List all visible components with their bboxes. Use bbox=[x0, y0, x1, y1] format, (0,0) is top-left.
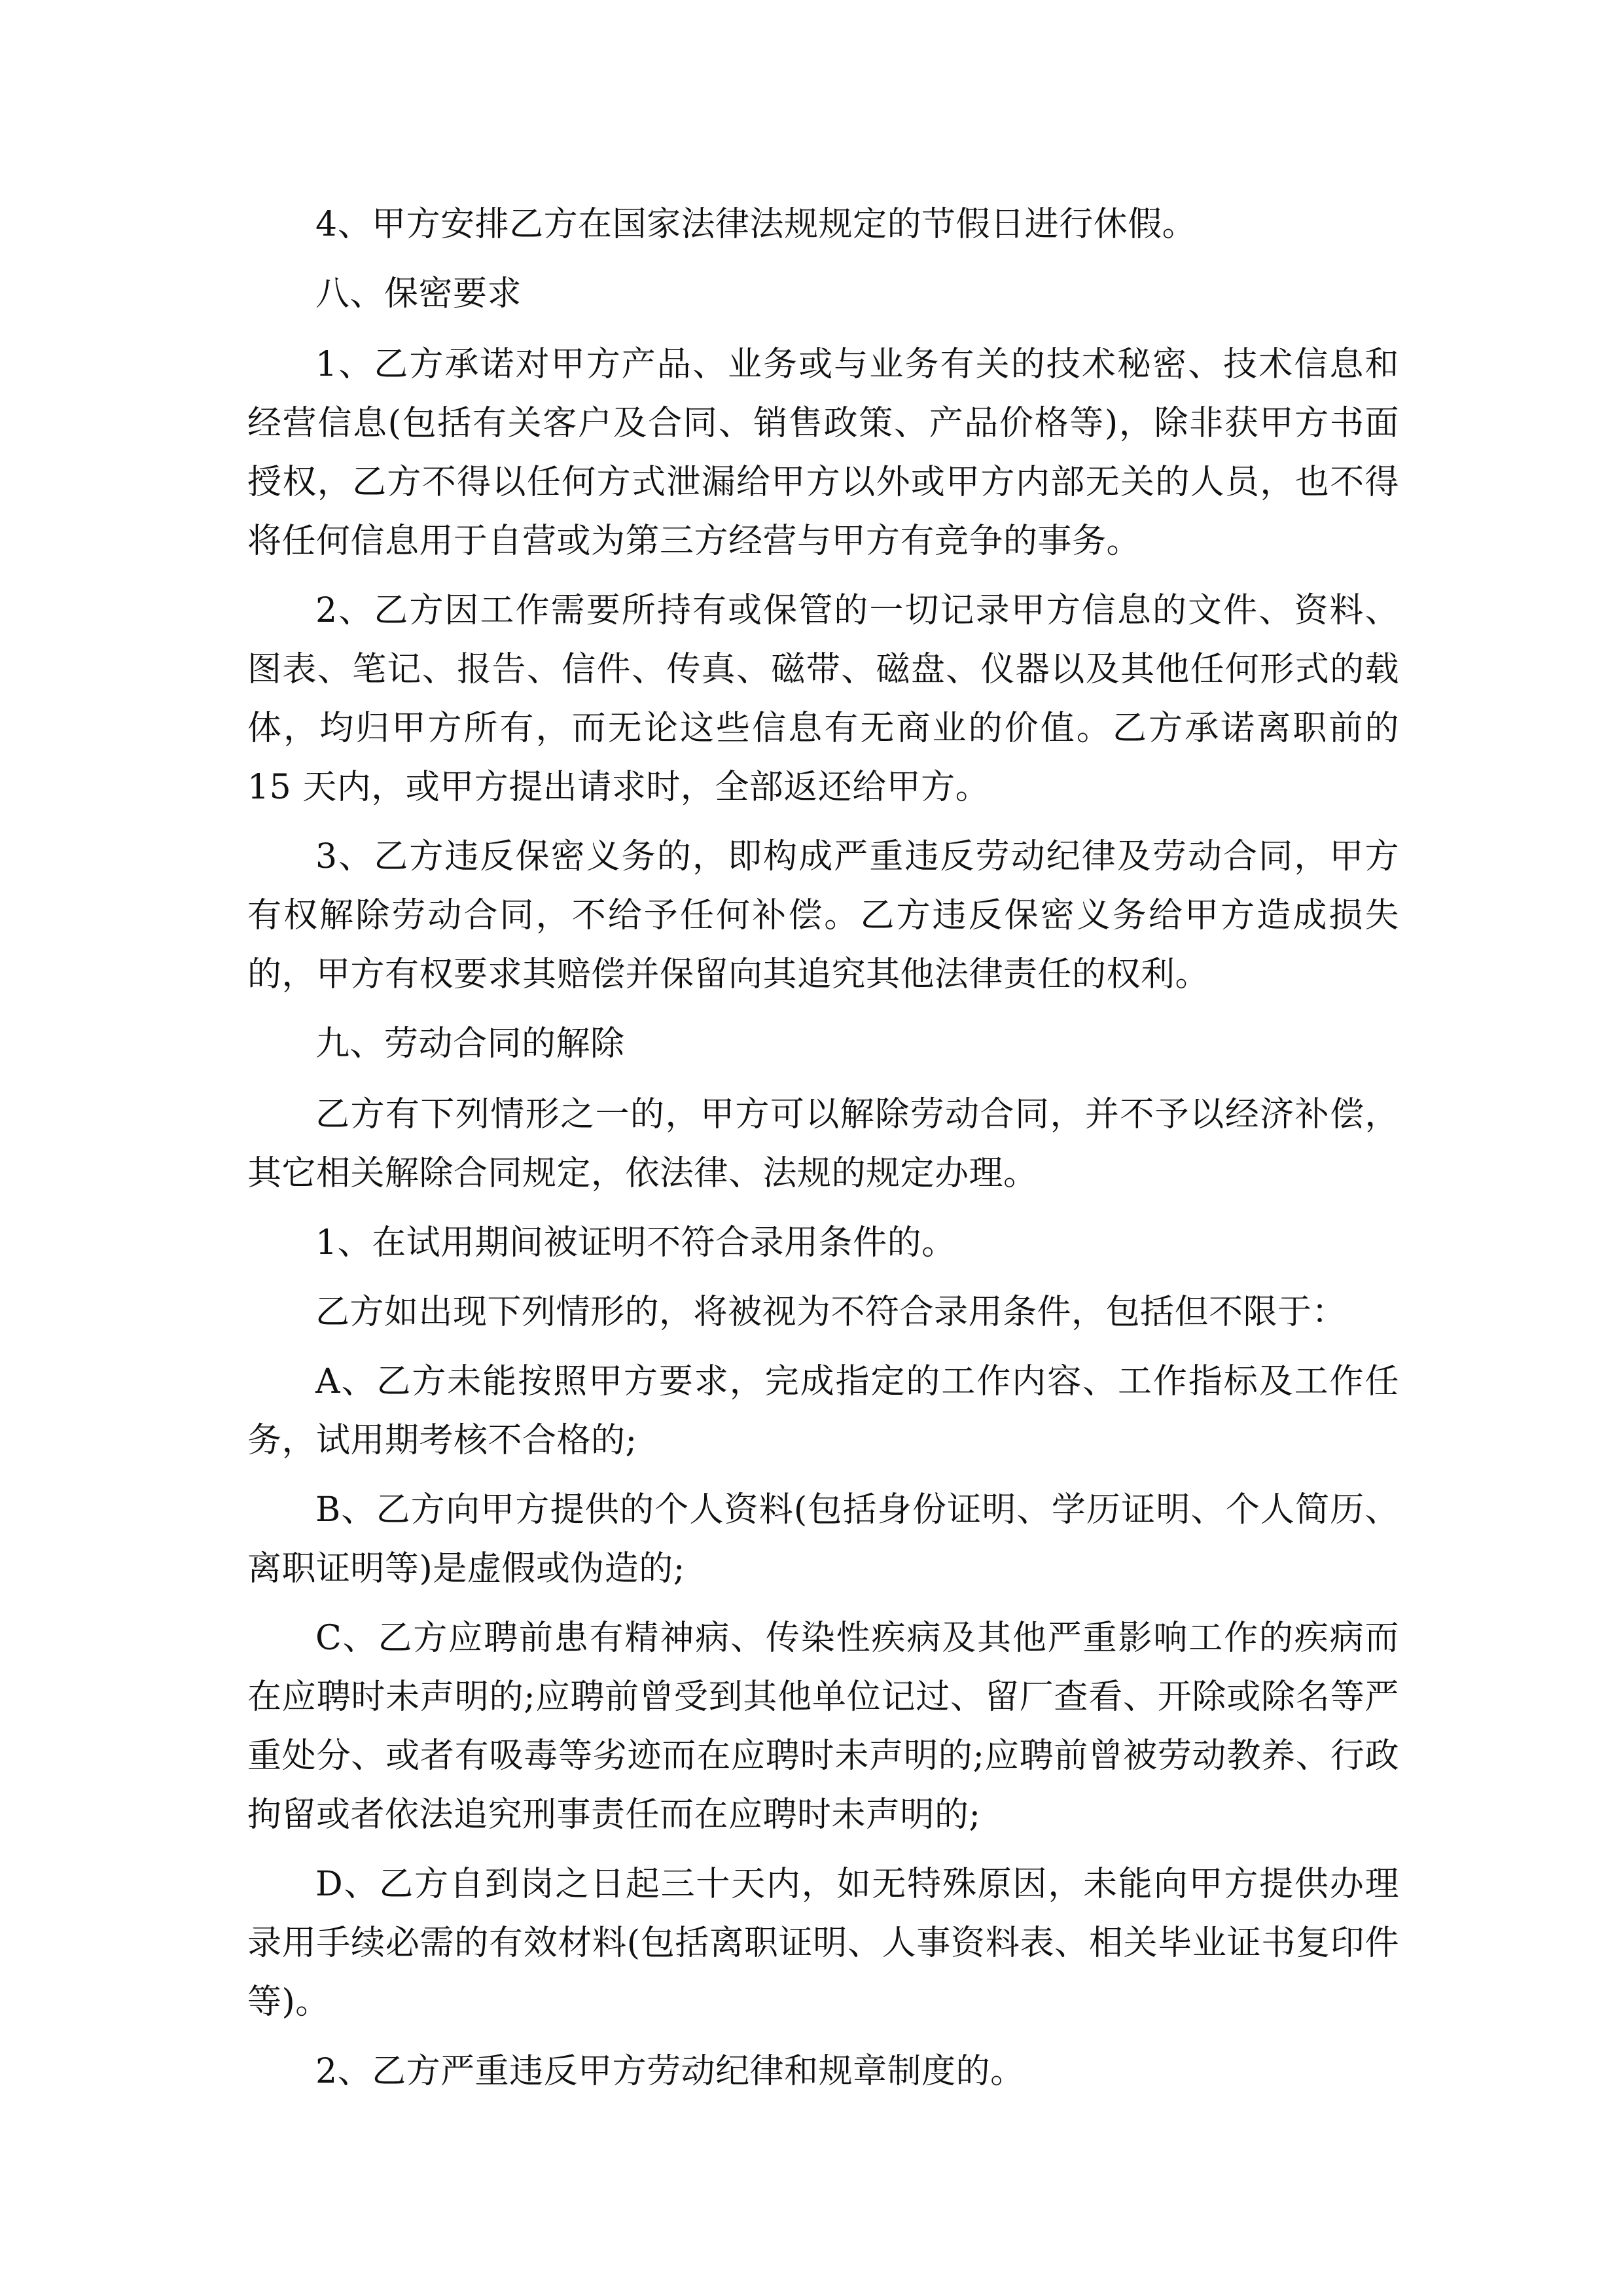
paragraph-holiday: 4、甲方安排乙方在国家法律法规规定的节假日进行休假。 bbox=[315, 205, 1197, 244]
section-heading-confidentiality: 八、保密要求 bbox=[315, 274, 522, 314]
section-heading-termination: 九、劳动合同的解除 bbox=[315, 1024, 625, 1064]
paragraph-termination-2: 2、乙方严重违反甲方劳动纪律和规章制度的。 bbox=[315, 2052, 1025, 2091]
paragraph-confidentiality-2: 2、乙方因工作需要所持有或保管的一切记录甲方信息的文件、资料、图表、笔记、报告、信件、传真、磁带、磁盘、仪器以及其他任何形式的载体，均归甲方所有，而无论这些信息有无商业的价值。乙方承诺离职前的 15 天内，或甲方提出请求时，全部返还给甲方。 bbox=[247, 591, 1399, 807]
paragraph-condition-a: A、乙方未能按照甲方要求，完成指定的工作内容、工作指标及工作任务，试用期考核不合格的; bbox=[247, 1362, 1399, 1460]
paragraph-confidentiality-1: 1、乙方承诺对甲方产品、业务或与业务有关的技术秘密、技术信息和经营信息(包括有关客户及合同、销售政策、产品价格等)，除非获甲方书面授权，乙方不得以任何方式泄漏给甲方以外或甲方内部无关的人员，也不得将任何信息用于自营或为第三方经营与甲方有竞争的事务。 bbox=[247, 345, 1399, 561]
paragraph-condition-c: C、乙方应聘前患有精神病、传染性疾病及其他严重影响工作的疾病而在应聘时未声明的;应聘前曾受到其他单位记过、留厂查看、开除或除名等严重处分、或者有吸毒等劣迹而在应聘时未声明的;应聘前曾被劳动教养、行政拘留或者依法追究刑事责任而在应聘时未声明的; bbox=[247, 1619, 1399, 1835]
paragraph-termination-intro: 乙方有下列情形之一的，甲方可以解除劳动合同，并不予以经济补偿，其它相关解除合同规定，依法律、法规的规定办理。 bbox=[247, 1095, 1399, 1193]
document-body bbox=[247, 195, 1399, 2111]
paragraph-conditions-intro: 乙方如出现下列情形的，将被视为不符合录用条件，包括但不限于： bbox=[315, 1293, 1347, 1332]
paragraph-termination-1: 1、在试用期间被证明不符合录用条件的。 bbox=[315, 1223, 956, 1263]
paragraph-condition-b: B、乙方向甲方提供的个人资料(包括身份证明、学历证明、个人简历、离职证明等)是虚假或伪造的; bbox=[247, 1490, 1399, 1588]
paragraph-condition-d: D、乙方自到岗之日起三十天内，如无特殊原因，未能向甲方提供办理录用手续必需的有效材料(包括离职证明、人事资料表、相关毕业证书复印件等)。 bbox=[247, 1865, 1399, 2022]
paragraph-confidentiality-3: 3、乙方违反保密义务的，即构成严重违反劳动纪律及劳动合同，甲方有权解除劳动合同，不给予任何补偿。乙方违反保密义务给甲方造成损失的，甲方有权要求其赔偿并保留向其追究其他法律责任的权利。 bbox=[247, 837, 1399, 994]
